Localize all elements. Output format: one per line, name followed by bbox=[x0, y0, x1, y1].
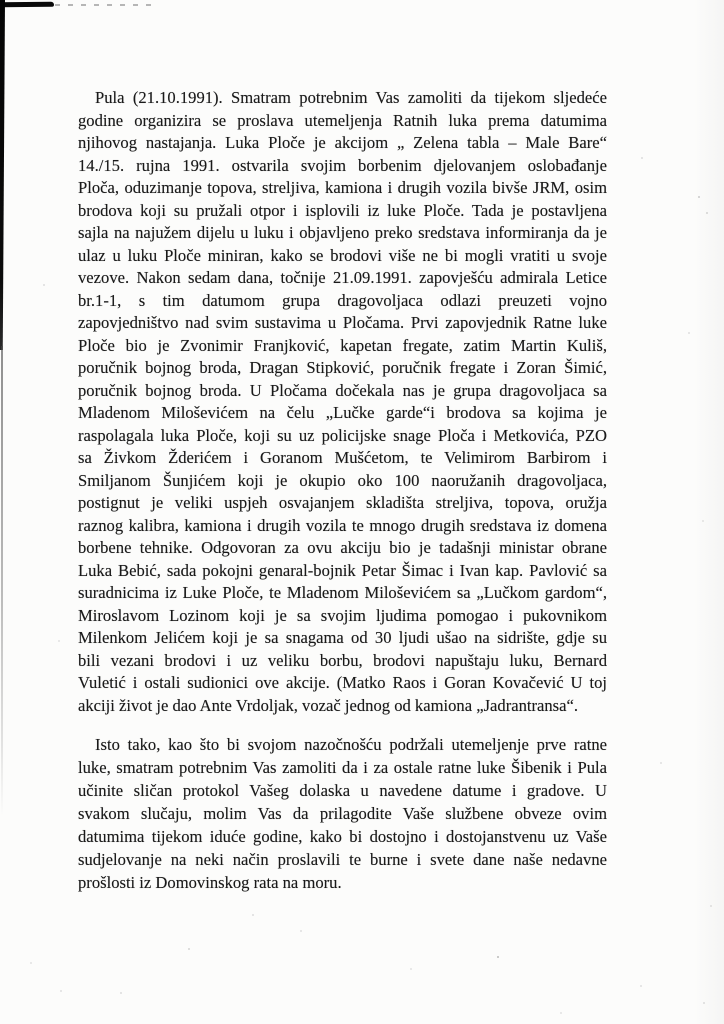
text-line: raznog kalibra, kamiona i drugih vozila te mnogo drugih sredstava iz domena bbox=[78, 515, 607, 535]
text-line: poručnik bojnog broda, Dragan Stipković, poručnik fregate i Zoran Šimić, bbox=[78, 358, 607, 377]
text-line: njihovog nastajanja. Luka Ploče je akcijom „ Zelena tabla – Male Bare“ bbox=[78, 133, 607, 152]
text-line: sa Živkom Žderićem i Goranom Mušćetom, te Velimirom Barbirom i bbox=[78, 448, 607, 467]
text-line: poručnik bojnog broda. U Pločama dočekala nas je grupa dragovoljaca sa bbox=[78, 380, 607, 400]
text-line: bili vezani brodovi i uz veliku borbu, brodovi napuštaju luku, Bernard bbox=[78, 650, 607, 670]
text-line: zapovjedništvo nad svim sustavima u Pločama. Prvi zapovjednik Ratne luke bbox=[78, 313, 607, 332]
text-line: Smiljanom Šunjićem koji je okupio oko 100 naoružanih dragovoljaca, bbox=[78, 470, 607, 490]
text-line: prošlosti iz Domovinskog rata na moru. bbox=[78, 873, 342, 892]
text-line: sudjelovanje na neki način proslavili te burne i svete dane naše nedavne bbox=[78, 850, 607, 869]
document-text bbox=[78, 87, 607, 894]
text-line: suradnicima iz Luke Ploče, te Mladenom Miloševićem sa „Lučkom gardom“, bbox=[78, 583, 607, 602]
text-line: raspolagala luka Ploče, koji su uz policijske snage Ploča i Metkovića, PZO bbox=[78, 425, 607, 445]
paragraph-1 bbox=[78, 87, 607, 717]
text-line: luke, smatram potrebnim Vas zamoliti da i za ostale ratne luke Šibenik i Pula bbox=[78, 758, 607, 777]
text-line: učinite sličan protokol Vašeg dolaska u navedene datume i gradove. U bbox=[78, 781, 607, 800]
text-line: ulaz u luku Ploče miniran, kako se brodovi više ne bi mogli vratiti u svoje bbox=[78, 245, 607, 265]
text-line: akciji život je dao Ante Vrdoljak, vozač jednog od kamiona „Jadrantransa“. bbox=[78, 695, 579, 715]
text-line: vezove. Nakon sedam dana, točnije 21.09.1991. zapovješću admirala Letice bbox=[78, 268, 607, 287]
text-line: Ploče bio je Zvonimir Franjković, kapetan fregate, zatim Martin Kuliš, bbox=[78, 335, 607, 355]
text-line: br.1-1, s tim datumom grupa dragovoljaca odlazi preuzeti vojno bbox=[78, 290, 607, 310]
text-line: Pula (21.10.1991). Smatram potrebnim Vas zamoliti da tijekom sljedeće bbox=[95, 88, 607, 107]
text-line: Ploča, oduzimanje topova, streljiva, kamiona i drugih vozila bivše JRM, osim bbox=[78, 178, 607, 197]
paper-speckles bbox=[0, 0, 2, 2]
scan-artifact-left-edge-line bbox=[1, 346, 3, 816]
text-line: svakom slučaju, molim Vas da prilagodite Vaše službene obveze ovim bbox=[78, 804, 607, 823]
text-line: Isto tako, kao što bi svojom nazočnošću podržali utemeljenje prve ratne bbox=[95, 735, 607, 754]
text-line: Mladenom Miloševićem na čelu „Lučke garde“i brodova sa kojima je bbox=[78, 403, 607, 422]
text-line: godine organizira se proslava utemeljenja Ratnih luka prema datumima bbox=[78, 110, 607, 130]
text-line: sajla na najužem dijelu u luku i objavljeno preko sredstava informiranja da je bbox=[78, 223, 607, 242]
text-line: postignut je veliki uspjeh osvajanjem skladišta streljiva, topova, oružja bbox=[78, 493, 607, 512]
text-line: Milenkom Jelićem koji je sa snagama od 30 ljudi ušao na sidrište, gdje su bbox=[78, 628, 607, 647]
paragraph-2 bbox=[78, 733, 607, 894]
scan-right-vignette bbox=[694, 0, 724, 1024]
scan-artifact-corner-streak-tail bbox=[55, 4, 151, 6]
text-line: borbene tehnike. Odgovoran za ovu akciju bio je tadašnji ministar obrane bbox=[78, 538, 607, 557]
text-line: datumima tijekom iduće godine, kako bi dostojno i dostojanstvenu uz Vaše bbox=[78, 827, 607, 846]
text-line: Miroslavom Lozinom koji je sa svojim ljudima pomogao i pukovnikom bbox=[78, 605, 607, 625]
text-line: Vuletić i ostali sudionici ove akcije. (Matko Raos i Goran Kovačević U toj bbox=[78, 673, 607, 692]
text-line: Luka Bebić, sada pokojni genaral-bojnik Petar Šimac i Ivan kap. Pavlović sa bbox=[78, 560, 607, 580]
text-line: 14./15. rujna 1991. ostvarila svojim borbenim djelovanjem oslobađanje bbox=[78, 155, 607, 175]
text-line: brodova koji su pružali otpor i isplovili iz luke Ploče. Tada je postavljena bbox=[78, 200, 607, 220]
scan-artifact-left-edge-bar bbox=[0, 0, 5, 350]
scan-artifact-corner-streak bbox=[0, 2, 54, 8]
